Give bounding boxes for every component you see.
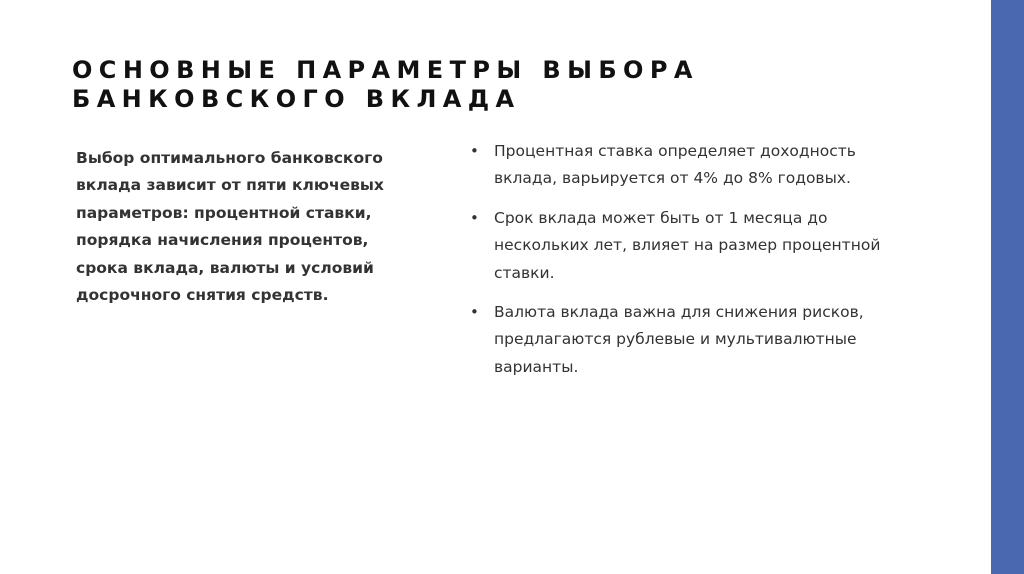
intro-line: Выбор оптимального банковского <box>76 149 383 167</box>
intro-line: досрочного снятия средств. <box>76 286 329 305</box>
bullet-line: предлагаются рублевые и мультивалютные <box>494 330 857 349</box>
bullet-line: нескольких лет, влияет на размер процентной <box>494 236 881 255</box>
bullet-line: ставки. <box>494 263 555 282</box>
bullet-line: вклада, варьируется от 4% до 8% годовых. <box>494 169 851 188</box>
bullet-item-currency <box>470 299 970 381</box>
bullet-line: Валюта вклада важна для снижения рисков, <box>494 303 864 322</box>
intro-line: вклада зависит от пяти ключевых <box>76 176 384 195</box>
bullet-dot-icon: • <box>470 142 479 160</box>
slide-title-line: БАНКОВСКОГО ВКЛАДА <box>72 85 521 113</box>
bullet-line: Срок вклада может быть от 1 месяца до <box>494 208 828 227</box>
slide-title-line: ОСНОВНЫЕ ПАРАМЕТРЫ ВЫБОРА <box>72 56 699 84</box>
bullet-item-term <box>470 205 970 287</box>
intro-line: срока вклада, валюты и условий <box>76 258 374 277</box>
bullet-line: варианты. <box>494 357 579 376</box>
bullet-text <box>494 299 970 381</box>
bullet-text <box>494 205 970 287</box>
bullet-dot-icon: • <box>470 208 479 227</box>
bullet-text <box>494 138 970 193</box>
bullet-dot-icon: • <box>470 303 479 322</box>
intro-line: порядка начисления процентов, <box>76 231 369 250</box>
intro-line: параметров: процентной ставки, <box>76 203 372 222</box>
bullet-line: Процентная ставка определяет доходность <box>494 142 856 160</box>
intro-paragraph <box>76 145 421 309</box>
slide-title <box>72 56 952 114</box>
bullet-item-interest-rate <box>470 138 970 193</box>
bullet-list <box>470 138 970 393</box>
accent-sidebar-bar <box>991 0 1024 574</box>
